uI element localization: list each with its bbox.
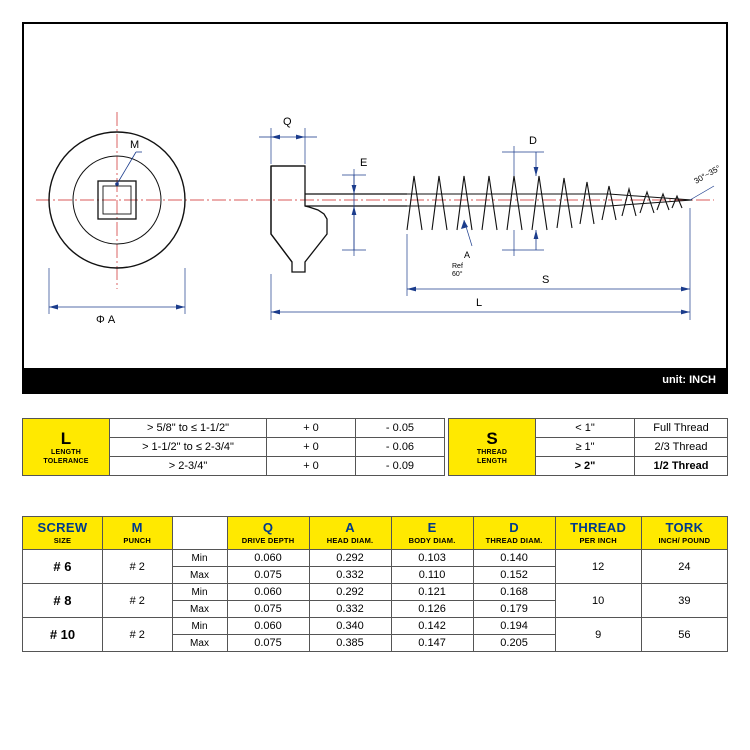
col-sub-label: THREAD DIAM.: [485, 536, 543, 545]
col-sub-label: DRIVE DEPTH: [241, 536, 295, 545]
thread-condition: < 1": [536, 419, 635, 438]
col-screw-size: [23, 517, 103, 550]
tolerance-tables: [22, 418, 728, 476]
screw-size: # 10: [23, 618, 103, 652]
length-minus: - 0.09: [356, 457, 445, 476]
svg-text:60°: 60°: [452, 271, 463, 278]
thread-value: 2/3 Thread: [635, 438, 728, 457]
tork-value: 24: [641, 550, 727, 584]
svg-text:D: D: [529, 135, 537, 147]
thread-per-inch-value: 9: [555, 618, 641, 652]
col-sub-label: SIZE: [53, 536, 72, 545]
technical-drawing-panel: [22, 22, 728, 394]
length-code: L: [60, 428, 72, 448]
col-tork: [641, 517, 727, 550]
head-diam-value: 0.340: [309, 618, 391, 635]
svg-text:L: L: [476, 297, 483, 309]
col-thread-per-inch: [555, 517, 641, 550]
length-range: > 5/8" to ≤ 1-1/2": [110, 419, 267, 438]
thread-diam-value: 0.140: [473, 550, 555, 567]
specification-table: [22, 516, 728, 652]
length-plus: + 0: [267, 438, 356, 457]
length-caption-1: LENGTH: [51, 448, 81, 456]
screw-drawing: [24, 24, 726, 392]
col-sub-label: HEAD DIAM.: [326, 536, 374, 545]
drive-depth-value: 0.075: [227, 635, 309, 652]
body-diam-value: 0.142: [391, 618, 473, 635]
tork-value: 39: [641, 584, 727, 618]
minmax-label: Max: [172, 567, 227, 584]
col-main-label: D: [509, 520, 519, 535]
svg-text:30°~35°: 30°~35°: [692, 163, 723, 186]
col-main-label: A: [345, 520, 355, 535]
thread-caption-1: THREAD: [476, 448, 508, 456]
body-diam-value: 0.126: [391, 601, 473, 618]
body-diam-value: 0.121: [391, 584, 473, 601]
unit-label: unit: INCH: [662, 374, 716, 386]
thread-condition: ≥ 1": [536, 438, 635, 457]
length-range: > 2-3/4": [110, 457, 267, 476]
thread-diam-value: 0.194: [473, 618, 555, 635]
col-punch: [102, 517, 172, 550]
length-minus: - 0.06: [356, 438, 445, 457]
length-range: > 1-1/2" to ≤ 2-3/4": [110, 438, 267, 457]
col-main-label: SCREW: [37, 520, 88, 535]
minmax-label: Max: [172, 635, 227, 652]
screw-size: # 8: [23, 584, 103, 618]
thread-caption-2: LENGTH: [477, 457, 507, 465]
col-thread-diam: [473, 517, 555, 550]
punch-size: # 2: [102, 550, 172, 584]
table-row: [23, 550, 728, 567]
unit-label-bar: [24, 368, 726, 392]
head-diam-value: 0.385: [309, 635, 391, 652]
drive-depth-value: 0.075: [227, 567, 309, 584]
body-diam-value: 0.103: [391, 550, 473, 567]
thread-code: S: [486, 428, 498, 448]
thread-length-code-cell: [449, 419, 536, 476]
col-sub-label: PUNCH: [123, 536, 152, 545]
thread-value: 1/2 Thread: [635, 457, 728, 476]
thread-value: Full Thread: [635, 419, 728, 438]
col-minmax: [172, 517, 227, 550]
thread-condition: > 2": [536, 457, 635, 476]
specification-table-wrap: [22, 516, 728, 652]
punch-size: # 2: [102, 618, 172, 652]
svg-text:S: S: [542, 274, 550, 286]
head-diam-value: 0.332: [309, 567, 391, 584]
table-row: [23, 618, 728, 635]
table-row: [23, 584, 728, 601]
head-diam-value: 0.292: [309, 550, 391, 567]
thread-per-inch-value: 12: [555, 550, 641, 584]
length-plus: + 0: [267, 457, 356, 476]
svg-text:Ref: Ref: [452, 263, 463, 270]
drive-depth-value: 0.060: [227, 618, 309, 635]
thread-diam-value: 0.179: [473, 601, 555, 618]
tork-value: 56: [641, 618, 727, 652]
col-sub-label: BODY DIAM.: [408, 536, 456, 545]
head-diam-value: 0.332: [309, 601, 391, 618]
svg-text:Φ A: Φ A: [96, 314, 116, 326]
thread-diam-value: 0.205: [473, 635, 555, 652]
body-diam-value: 0.110: [391, 567, 473, 584]
length-tolerance-table: [22, 418, 445, 476]
svg-text:A: A: [464, 250, 471, 260]
col-main-label: E: [427, 520, 437, 535]
svg-text:M: M: [130, 139, 140, 151]
body-diam-value: 0.147: [391, 635, 473, 652]
minmax-label: Min: [172, 618, 227, 635]
col-sub-label: INCH/ POUND: [658, 536, 711, 545]
col-head-diam: [309, 517, 391, 550]
length-caption-2: TOLERANCE: [43, 457, 89, 465]
drive-depth-value: 0.060: [227, 550, 309, 567]
col-main-label: Q: [262, 520, 274, 535]
table-row: [23, 419, 445, 438]
table-row: [449, 419, 728, 438]
drive-depth-value: 0.060: [227, 584, 309, 601]
punch-size: # 2: [102, 584, 172, 618]
length-tolerance-code-cell: [23, 419, 110, 476]
col-body-diam: [391, 517, 473, 550]
svg-text:Q: Q: [283, 116, 292, 128]
minmax-label: Min: [172, 550, 227, 567]
thread-diam-value: 0.168: [473, 584, 555, 601]
minmax-label: Max: [172, 601, 227, 618]
length-minus: - 0.05: [356, 419, 445, 438]
col-main-label: THREAD: [570, 520, 627, 535]
thread-per-inch-value: 10: [555, 584, 641, 618]
drive-depth-value: 0.075: [227, 601, 309, 618]
length-plus: + 0: [267, 419, 356, 438]
col-drive-depth: [227, 517, 309, 550]
col-main-label: TORK: [665, 520, 704, 535]
col-main-label: M: [131, 520, 143, 535]
thread-length-table: [448, 418, 728, 476]
thread-diam-value: 0.152: [473, 567, 555, 584]
table-header-row: [23, 517, 728, 550]
screw-size: # 6: [23, 550, 103, 584]
minmax-label: Min: [172, 584, 227, 601]
svg-text:E: E: [360, 157, 368, 169]
head-diam-value: 0.292: [309, 584, 391, 601]
col-sub-label: PER INCH: [579, 536, 617, 545]
